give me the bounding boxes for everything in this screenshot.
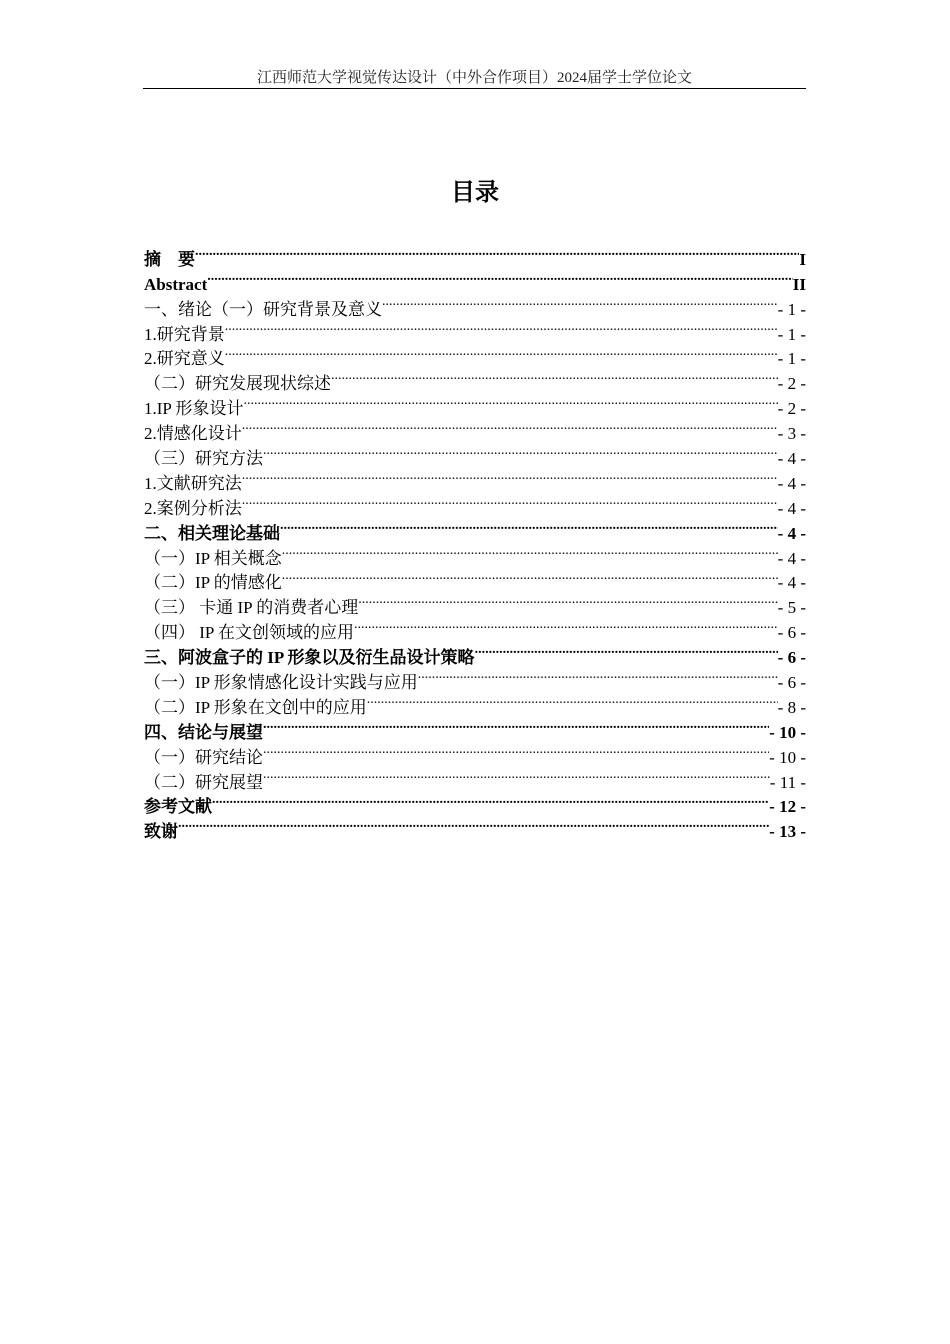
toc-entry[interactable]	[144, 788, 806, 817]
toc-entry-page: - 10 -	[769, 747, 806, 767]
toc-entry-label: 四、结论与展望	[144, 722, 263, 742]
toc-entry-label: 致谢	[144, 822, 178, 842]
toc-entry-page: - 13 -	[769, 822, 806, 842]
toc-entry-label: （二）研究展望	[144, 772, 263, 792]
running-header: 江西师范大学视觉传达设计（中外合作项目）2024届学士学位论文	[256, 70, 692, 86]
dot-leader	[178, 812, 769, 837]
dot-leader	[263, 713, 769, 738]
dot-leader	[331, 364, 778, 389]
toc-entry[interactable]	[144, 240, 806, 269]
toc-entry-label: （一）IP 相关概念	[144, 548, 282, 568]
toc-entry-page: - 4 -	[777, 473, 806, 493]
toc-entry-page: - 4 -	[777, 548, 806, 568]
dot-leader	[280, 514, 778, 539]
toc-entry-label: （三） 卡通 IP 的消费者心理	[144, 598, 359, 618]
toc-entry-page: - 1 -	[777, 299, 806, 319]
page-title: 目录	[451, 178, 499, 206]
toc-entry-page: II	[792, 274, 806, 294]
dot-leader	[418, 663, 778, 688]
toc-entry[interactable]	[144, 340, 806, 369]
toc-entry-label: （一）研究结论	[144, 747, 263, 767]
toc-entry-label: （二）IP 形象在文创中的应用	[144, 697, 367, 717]
toc-entry-label: 1.研究背景	[144, 324, 225, 344]
toc-entry-label: （二）IP 的情感化	[144, 573, 282, 593]
toc-entry-page: - 4 -	[777, 573, 806, 593]
toc-entry-page: - 4 -	[777, 449, 806, 469]
toc-entry-page: - 12 -	[769, 797, 806, 817]
toc-entry-label: 2.案例分析法	[144, 498, 242, 518]
toc-entry-label: （一）IP 形象情感化设计实践与应用	[144, 673, 418, 693]
toc-entry[interactable]	[144, 315, 806, 344]
toc-entry[interactable]	[144, 364, 806, 394]
toc-entry-label: （二）研究发展现状综述	[144, 374, 331, 394]
dot-leader	[195, 240, 799, 265]
toc-entry-page: - 3 -	[777, 424, 806, 444]
dot-leader	[225, 340, 778, 365]
dot-leader	[367, 688, 778, 713]
dot-leader	[225, 315, 778, 340]
dot-leader	[263, 738, 769, 763]
toc-entry[interactable]	[144, 265, 806, 294]
toc-entry-page: - 4 -	[777, 498, 806, 518]
toc-entry-label: 参考文献	[144, 797, 212, 817]
toc-entry[interactable]	[144, 389, 806, 419]
toc-entry-label: 三、阿波盒子的 IP 形象以及衍生品设计策略	[144, 648, 475, 668]
toc-entry[interactable]	[144, 414, 806, 444]
toc-entry[interactable]	[144, 464, 806, 493]
dot-leader	[207, 265, 793, 290]
dot-leader	[242, 414, 778, 439]
dot-leader	[358, 588, 777, 613]
table-of-contents	[144, 240, 806, 842]
toc-entry-page: - 10 -	[769, 722, 806, 742]
toc-entry-label: 2.研究意义	[144, 349, 225, 369]
toc-entry-page: - 6 -	[777, 623, 806, 643]
dot-leader	[282, 539, 778, 564]
toc-entry-label: Abstract	[144, 274, 208, 294]
dot-leader	[475, 638, 778, 663]
toc-entry-page: - 1 -	[777, 324, 806, 344]
toc-entry-label: （三）研究方法	[144, 449, 263, 469]
dot-leader	[354, 613, 778, 638]
dot-leader	[263, 439, 778, 464]
toc-entry-page: - 1 -	[777, 349, 806, 369]
dot-leader	[382, 290, 778, 315]
toc-entry-label: 摘 要	[144, 249, 195, 269]
toc-entry-page: - 6 -	[777, 673, 806, 693]
toc-entry[interactable]	[144, 514, 806, 543]
toc-entry[interactable]	[144, 489, 806, 518]
toc-entry[interactable]	[144, 439, 806, 469]
toc-entry-page: - 4 -	[777, 523, 806, 543]
toc-entry-page: - 11 -	[769, 772, 806, 792]
toc-entry-label: 一、绪论（一）研究背景及意义	[144, 299, 382, 319]
toc-entry-page: - 2 -	[777, 374, 806, 394]
toc-entry-page: - 6 -	[777, 648, 806, 668]
header-rule	[143, 88, 806, 89]
toc-entry-label: 1.IP 形象设计	[144, 399, 244, 419]
toc-entry-page: - 8 -	[777, 697, 806, 717]
toc-entry-label: （四） IP 在文创领域的应用	[144, 623, 354, 643]
toc-entry-page: - 5 -	[777, 598, 806, 618]
toc-entry-page: I	[799, 249, 806, 269]
toc-entry[interactable]	[144, 290, 806, 319]
dot-leader	[242, 489, 778, 514]
toc-entry[interactable]	[144, 812, 806, 842]
toc-entry-label: 2.情感化设计	[144, 424, 242, 444]
dot-leader	[282, 564, 778, 589]
toc-entry-page: - 2 -	[777, 399, 806, 419]
dot-leader	[242, 464, 778, 489]
dot-leader	[263, 763, 770, 788]
toc-entry-label: 二、相关理论基础	[144, 523, 280, 543]
dot-leader	[212, 788, 769, 813]
dot-leader	[244, 389, 778, 414]
toc-entry-label: 1.文献研究法	[144, 473, 242, 493]
